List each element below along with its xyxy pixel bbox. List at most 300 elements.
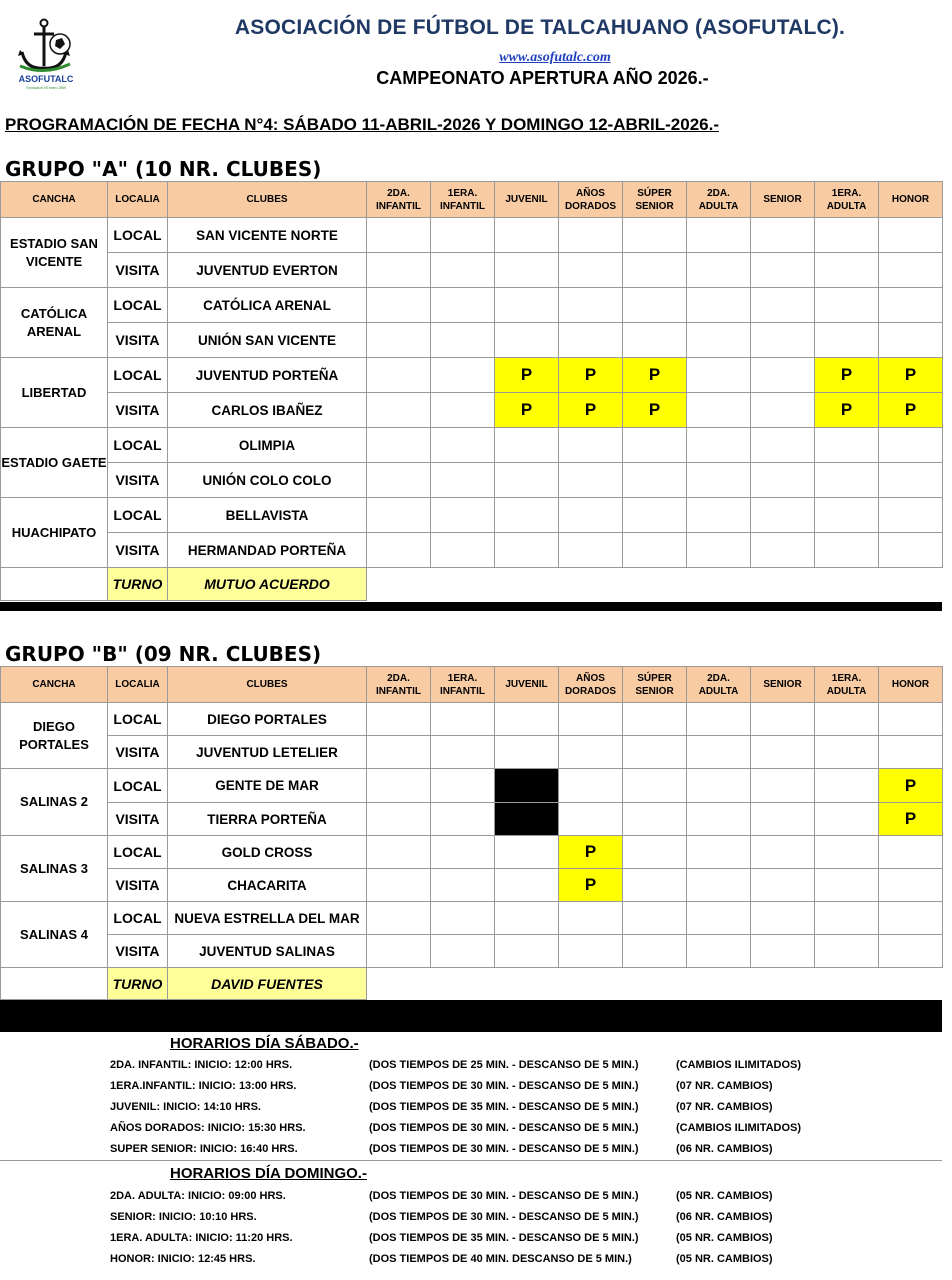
match-row — [1, 703, 943, 736]
programmed-mark: P — [623, 358, 687, 393]
empty-cell — [367, 323, 431, 358]
match-row — [1, 253, 943, 288]
localia-label: LOCAL — [108, 288, 168, 323]
empty-cell — [623, 836, 687, 869]
match-format: (DOS TIEMPOS DE 30 MIN. - DESCANSO DE 5 MIN.) — [369, 1143, 639, 1155]
column-header: HONOR — [879, 182, 943, 218]
empty-cell — [815, 902, 879, 935]
empty-cell — [751, 288, 815, 323]
club-name: TIERRA PORTEÑA — [168, 803, 367, 836]
empty-cell — [367, 935, 431, 968]
empty-cell — [687, 902, 751, 935]
turno-label: TURNO — [108, 568, 168, 601]
empty-cell — [751, 803, 815, 836]
empty-cell — [815, 703, 879, 736]
empty-cell — [879, 836, 943, 869]
programmed-mark: P — [879, 803, 943, 836]
empty-cell — [879, 218, 943, 253]
empty-cell — [879, 935, 943, 968]
empty-cell — [367, 498, 431, 533]
match-row — [1, 769, 943, 803]
empty-cell — [879, 323, 943, 358]
column-header: 2DA. ADULTA — [687, 182, 751, 218]
match-row — [1, 288, 943, 323]
empty-cell — [815, 253, 879, 288]
localia-label: LOCAL — [108, 428, 168, 463]
empty-cell — [367, 533, 431, 568]
empty-cell — [879, 288, 943, 323]
empty-cell — [879, 253, 943, 288]
sunday-schedule-row — [0, 1211, 942, 1231]
empty-cell — [751, 498, 815, 533]
empty-cell — [431, 288, 495, 323]
club-name: CHACARITA — [168, 869, 367, 902]
column-header: JUVENIL — [495, 182, 559, 218]
localia-label: LOCAL — [108, 836, 168, 869]
programmed-mark: P — [815, 393, 879, 428]
start-time: 1ERA.INFANTIL: INICIO: 13:00 HRS. — [110, 1080, 297, 1092]
group-b-title: GRUPO "B" (09 NR. CLUBES) — [5, 642, 322, 666]
empty-cell — [751, 736, 815, 769]
programmed-mark: P — [559, 869, 623, 902]
empty-cell — [687, 736, 751, 769]
turno-label: TURNO — [108, 968, 168, 1000]
turno-spacer — [1, 968, 108, 1000]
match-row — [1, 533, 943, 568]
sunday-schedule-row — [0, 1232, 942, 1252]
empty-cell — [815, 803, 879, 836]
substitutions: (CAMBIOS ILIMITADOS) — [676, 1059, 802, 1071]
empty-cell — [751, 935, 815, 968]
match-format: (DOS TIEMPOS DE 35 MIN. - DESCANSO DE 5 MIN.) — [369, 1101, 639, 1113]
start-time: 1ERA. ADULTA: INICIO: 11:20 HRS. — [110, 1232, 293, 1244]
empty-cell — [623, 935, 687, 968]
saturday-schedule-title: HORARIOS DÍA SÁBADO.- — [170, 1035, 359, 1052]
empty-cell — [495, 902, 559, 935]
venue-name: SALINAS 2 — [1, 769, 108, 836]
turno-blank — [367, 568, 943, 601]
empty-cell — [431, 463, 495, 498]
empty-cell — [559, 323, 623, 358]
match-row — [1, 935, 943, 968]
empty-cell — [879, 869, 943, 902]
empty-cell — [559, 428, 623, 463]
empty-cell — [751, 533, 815, 568]
empty-cell — [431, 902, 495, 935]
empty-cell — [623, 803, 687, 836]
column-header: CLUBES — [168, 182, 367, 218]
empty-cell — [367, 393, 431, 428]
substitutions: (05 NR. CAMBIOS) — [676, 1253, 773, 1265]
column-header: 2DA. ADULTA — [687, 667, 751, 703]
empty-cell — [623, 253, 687, 288]
start-time: SENIOR: INICIO: 10:10 HRS. — [110, 1211, 257, 1223]
substitutions: (CAMBIOS ILIMITADOS) — [676, 1122, 802, 1134]
club-name: JUVENTUD EVERTON — [168, 253, 367, 288]
start-time: SUPER SENIOR: INICIO: 16:40 HRS. — [110, 1143, 298, 1155]
empty-cell — [751, 358, 815, 393]
start-time: HONOR: INICIO: 12:45 HRS. — [110, 1253, 256, 1265]
match-row — [1, 428, 943, 463]
empty-cell — [751, 218, 815, 253]
localia-label: LOCAL — [108, 902, 168, 935]
substitutions: (06 NR. CAMBIOS) — [676, 1211, 773, 1223]
asofutalc-logo — [14, 18, 78, 90]
empty-cell — [879, 902, 943, 935]
empty-cell — [687, 869, 751, 902]
empty-cell — [751, 836, 815, 869]
localia-label: VISITA — [108, 323, 168, 358]
empty-cell — [431, 253, 495, 288]
group-a-divider — [0, 602, 942, 611]
empty-cell — [687, 218, 751, 253]
empty-cell — [495, 253, 559, 288]
group_a-turno-row — [1, 568, 943, 601]
empty-cell — [495, 869, 559, 902]
empty-cell — [367, 358, 431, 393]
match-row — [1, 736, 943, 769]
substitutions: (06 NR. CAMBIOS) — [676, 1143, 773, 1155]
empty-cell — [687, 533, 751, 568]
empty-cell — [687, 498, 751, 533]
programmed-mark: P — [879, 393, 943, 428]
empty-cell — [815, 323, 879, 358]
column-header: 1ERA. ADULTA — [815, 667, 879, 703]
empty-cell — [623, 498, 687, 533]
start-time: 2DA. INFANTIL: INICIO: 12:00 HRS. — [110, 1059, 293, 1071]
empty-cell — [431, 358, 495, 393]
empty-cell — [495, 498, 559, 533]
localia-label: VISITA — [108, 533, 168, 568]
empty-cell — [879, 703, 943, 736]
column-header: AÑOS DORADOS — [559, 667, 623, 703]
empty-cell — [687, 935, 751, 968]
localia-label: LOCAL — [108, 218, 168, 253]
empty-cell — [751, 393, 815, 428]
empty-cell — [623, 869, 687, 902]
championship-title: CAMPEONATO APERTURA AÑO 2026.- — [376, 68, 709, 88]
column-header: 2DA. INFANTIL — [367, 667, 431, 703]
empty-cell — [751, 902, 815, 935]
blocked-cell — [495, 769, 559, 803]
schedule-section — [0, 1032, 942, 1280]
empty-cell — [495, 323, 559, 358]
empty-cell — [495, 703, 559, 736]
empty-cell — [431, 703, 495, 736]
match-row — [1, 803, 943, 836]
empty-cell — [815, 498, 879, 533]
club-name: SAN VICENTE NORTE — [168, 218, 367, 253]
club-name: DIEGO PORTALES — [168, 703, 367, 736]
empty-cell — [495, 533, 559, 568]
empty-cell — [559, 533, 623, 568]
column-header: 1ERA. INFANTIL — [431, 667, 495, 703]
empty-cell — [623, 703, 687, 736]
empty-cell — [687, 393, 751, 428]
turno-blank — [367, 968, 943, 1000]
empty-cell — [623, 533, 687, 568]
column-header: CANCHA — [1, 182, 108, 218]
club-name: UNIÓN COLO COLO — [168, 463, 367, 498]
empty-cell — [623, 288, 687, 323]
venue-name: LIBERTAD — [1, 358, 108, 428]
localia-label: VISITA — [108, 253, 168, 288]
empty-cell — [431, 769, 495, 803]
empty-cell — [815, 769, 879, 803]
substitutions: (07 NR. CAMBIOS) — [676, 1101, 773, 1113]
start-time: JUVENIL: INICIO: 14:10 HRS. — [110, 1101, 261, 1113]
empty-cell — [879, 498, 943, 533]
svg-text:ASOFUTALC: ASOFUTALC — [18, 74, 74, 84]
website-link[interactable]: www.asofutalc.com — [499, 50, 611, 65]
empty-cell — [367, 288, 431, 323]
programmed-mark: P — [879, 769, 943, 803]
empty-cell — [879, 428, 943, 463]
empty-cell — [559, 288, 623, 323]
programmed-mark: P — [815, 358, 879, 393]
empty-cell — [623, 736, 687, 769]
blocked-cell — [495, 803, 559, 836]
substitutions: (07 NR. CAMBIOS) — [676, 1080, 773, 1092]
match-row — [1, 836, 943, 869]
empty-cell — [367, 736, 431, 769]
localia-label: LOCAL — [108, 498, 168, 533]
empty-cell — [559, 498, 623, 533]
empty-cell — [559, 935, 623, 968]
empty-cell — [815, 288, 879, 323]
empty-cell — [815, 463, 879, 498]
club-name: HERMANDAD PORTEÑA — [168, 533, 367, 568]
empty-cell — [815, 935, 879, 968]
empty-cell — [815, 218, 879, 253]
empty-cell — [815, 428, 879, 463]
programming-title: PROGRAMACIÓN DE FECHA N°4: SÁBADO 11-ABRIL-2026 Y DOMINGO 12-ABRIL-2026.- — [5, 115, 719, 134]
empty-cell — [495, 288, 559, 323]
saturday-schedule-row — [0, 1101, 942, 1121]
group_b-header-row — [1, 667, 943, 703]
match-format: (DOS TIEMPOS DE 30 MIN. - DESCANSO DE 5 MIN.) — [369, 1122, 639, 1134]
empty-cell — [431, 869, 495, 902]
turno-spacer — [1, 568, 108, 601]
substitutions: (05 NR. CAMBIOS) — [676, 1190, 773, 1202]
programmed-mark: P — [559, 836, 623, 869]
saturday-schedule-row — [0, 1080, 942, 1100]
club-name: BELLAVISTA — [168, 498, 367, 533]
programmed-mark: P — [495, 393, 559, 428]
venue-name: CATÓLICA ARENAL — [1, 288, 108, 358]
empty-cell — [815, 736, 879, 769]
group-b-divider — [0, 1000, 942, 1032]
club-name: JUVENTUD SALINAS — [168, 935, 367, 968]
empty-cell — [431, 803, 495, 836]
column-header: CANCHA — [1, 667, 108, 703]
empty-cell — [687, 463, 751, 498]
group-b-table — [0, 666, 943, 1000]
start-time: AÑOS DORADOS: INICIO: 15:30 HRS. — [110, 1122, 306, 1134]
group_b-turno-row — [1, 968, 943, 1000]
match-row — [1, 902, 943, 935]
sunday-schedule-row — [0, 1253, 942, 1273]
club-name: CATÓLICA ARENAL — [168, 288, 367, 323]
localia-label: VISITA — [108, 463, 168, 498]
empty-cell — [367, 869, 431, 902]
group_a-header-row — [1, 182, 943, 218]
match-format: (DOS TIEMPOS DE 35 MIN. - DESCANSO DE 5 MIN.) — [369, 1232, 639, 1244]
empty-cell — [431, 836, 495, 869]
empty-cell — [879, 533, 943, 568]
empty-cell — [559, 803, 623, 836]
column-header: 2DA. INFANTIL — [367, 182, 431, 218]
empty-cell — [367, 836, 431, 869]
empty-cell — [431, 323, 495, 358]
group-a-title: GRUPO "A" (10 NR. CLUBES) — [5, 157, 322, 181]
column-header: SÚPER SENIOR — [623, 667, 687, 703]
column-header: LOCALIA — [108, 182, 168, 218]
empty-cell — [559, 703, 623, 736]
venue-name: ESTADIO GAETE — [1, 428, 108, 498]
empty-cell — [751, 463, 815, 498]
group-a-table — [0, 181, 943, 601]
empty-cell — [431, 736, 495, 769]
empty-cell — [495, 218, 559, 253]
empty-cell — [815, 869, 879, 902]
column-header: JUVENIL — [495, 667, 559, 703]
empty-cell — [495, 463, 559, 498]
match-format: (DOS TIEMPOS DE 30 MIN. - DESCANSO DE 5 MIN.) — [369, 1080, 639, 1092]
saturday-schedule-row — [0, 1122, 942, 1142]
empty-cell — [623, 428, 687, 463]
empty-cell — [687, 428, 751, 463]
localia-label: LOCAL — [108, 358, 168, 393]
empty-cell — [687, 253, 751, 288]
localia-label: LOCAL — [108, 703, 168, 736]
empty-cell — [815, 533, 879, 568]
empty-cell — [687, 703, 751, 736]
venue-name: HUACHIPATO — [1, 498, 108, 568]
match-row — [1, 498, 943, 533]
empty-cell — [367, 463, 431, 498]
column-header: CLUBES — [168, 667, 367, 703]
match-row — [1, 869, 943, 902]
empty-cell — [687, 323, 751, 358]
match-row — [1, 323, 943, 358]
sunday-schedule-row — [0, 1190, 942, 1210]
club-name: JUVENTUD LETELIER — [168, 736, 367, 769]
empty-cell — [879, 736, 943, 769]
empty-cell — [879, 463, 943, 498]
match-format: (DOS TIEMPOS DE 30 MIN. - DESCANSO DE 5 MIN.) — [369, 1190, 639, 1202]
club-name: NUEVA ESTRELLA DEL MAR — [168, 902, 367, 935]
match-format: (DOS TIEMPOS DE 40 MIN. DESCANSO DE 5 MIN.) — [369, 1253, 632, 1265]
empty-cell — [431, 935, 495, 968]
match-row — [1, 393, 943, 428]
programmed-mark: P — [559, 393, 623, 428]
empty-cell — [751, 253, 815, 288]
localia-label: VISITA — [108, 935, 168, 968]
column-header: LOCALIA — [108, 667, 168, 703]
match-row — [1, 218, 943, 253]
empty-cell — [431, 393, 495, 428]
match-format: (DOS TIEMPOS DE 25 MIN. - DESCANSO DE 5 MIN.) — [369, 1059, 639, 1071]
empty-cell — [751, 769, 815, 803]
empty-cell — [367, 253, 431, 288]
sunday-schedule-title: HORARIOS DÍA DOMINGO.- — [170, 1165, 367, 1182]
venue-name: ESTADIO SAN VICENTE — [1, 218, 108, 288]
empty-cell — [559, 463, 623, 498]
localia-label: VISITA — [108, 393, 168, 428]
column-header: AÑOS DORADOS — [559, 182, 623, 218]
empty-cell — [751, 703, 815, 736]
programmed-mark: P — [559, 358, 623, 393]
empty-cell — [751, 428, 815, 463]
empty-cell — [623, 769, 687, 803]
programmed-mark: P — [623, 393, 687, 428]
empty-cell — [559, 253, 623, 288]
venue-name: DIEGO PORTALES — [1, 703, 108, 769]
empty-cell — [687, 358, 751, 393]
match-row — [1, 358, 943, 393]
empty-cell — [751, 869, 815, 902]
empty-cell — [687, 288, 751, 323]
empty-cell — [623, 218, 687, 253]
empty-cell — [367, 218, 431, 253]
empty-cell — [431, 498, 495, 533]
column-header: SENIOR — [751, 667, 815, 703]
saturday-schedule-row — [0, 1059, 942, 1079]
empty-cell — [431, 533, 495, 568]
empty-cell — [431, 218, 495, 253]
club-name: JUVENTUD PORTEÑA — [168, 358, 367, 393]
empty-cell — [367, 902, 431, 935]
localia-label: VISITA — [108, 736, 168, 769]
club-name: GOLD CROSS — [168, 836, 367, 869]
empty-cell — [367, 769, 431, 803]
empty-cell — [495, 736, 559, 769]
empty-cell — [559, 736, 623, 769]
empty-cell — [367, 428, 431, 463]
empty-cell — [367, 703, 431, 736]
empty-cell — [559, 769, 623, 803]
empty-cell — [495, 935, 559, 968]
localia-label: VISITA — [108, 869, 168, 902]
column-header: HONOR — [879, 667, 943, 703]
club-name: OLIMPIA — [168, 428, 367, 463]
column-header: 1ERA. ADULTA — [815, 182, 879, 218]
empty-cell — [815, 836, 879, 869]
turno-value: MUTUO ACUERDO — [168, 568, 367, 601]
localia-label: VISITA — [108, 803, 168, 836]
turno-value: DAVID FUENTES — [168, 968, 367, 1000]
column-header: 1ERA. INFANTIL — [431, 182, 495, 218]
empty-cell — [559, 902, 623, 935]
empty-cell — [495, 836, 559, 869]
empty-cell — [559, 218, 623, 253]
club-name: CARLOS IBAÑEZ — [168, 393, 367, 428]
column-header: SENIOR — [751, 182, 815, 218]
localia-label: LOCAL — [108, 769, 168, 803]
match-row — [1, 463, 943, 498]
empty-cell — [687, 836, 751, 869]
empty-cell — [623, 902, 687, 935]
match-format: (DOS TIEMPOS DE 30 MIN. - DESCANSO DE 5 MIN.) — [369, 1211, 639, 1223]
substitutions: (05 NR. CAMBIOS) — [676, 1232, 773, 1244]
empty-cell — [431, 428, 495, 463]
empty-cell — [751, 323, 815, 358]
empty-cell — [623, 463, 687, 498]
venue-name: SALINAS 3 — [1, 836, 108, 902]
empty-cell — [623, 323, 687, 358]
club-name: UNIÓN SAN VICENTE — [168, 323, 367, 358]
